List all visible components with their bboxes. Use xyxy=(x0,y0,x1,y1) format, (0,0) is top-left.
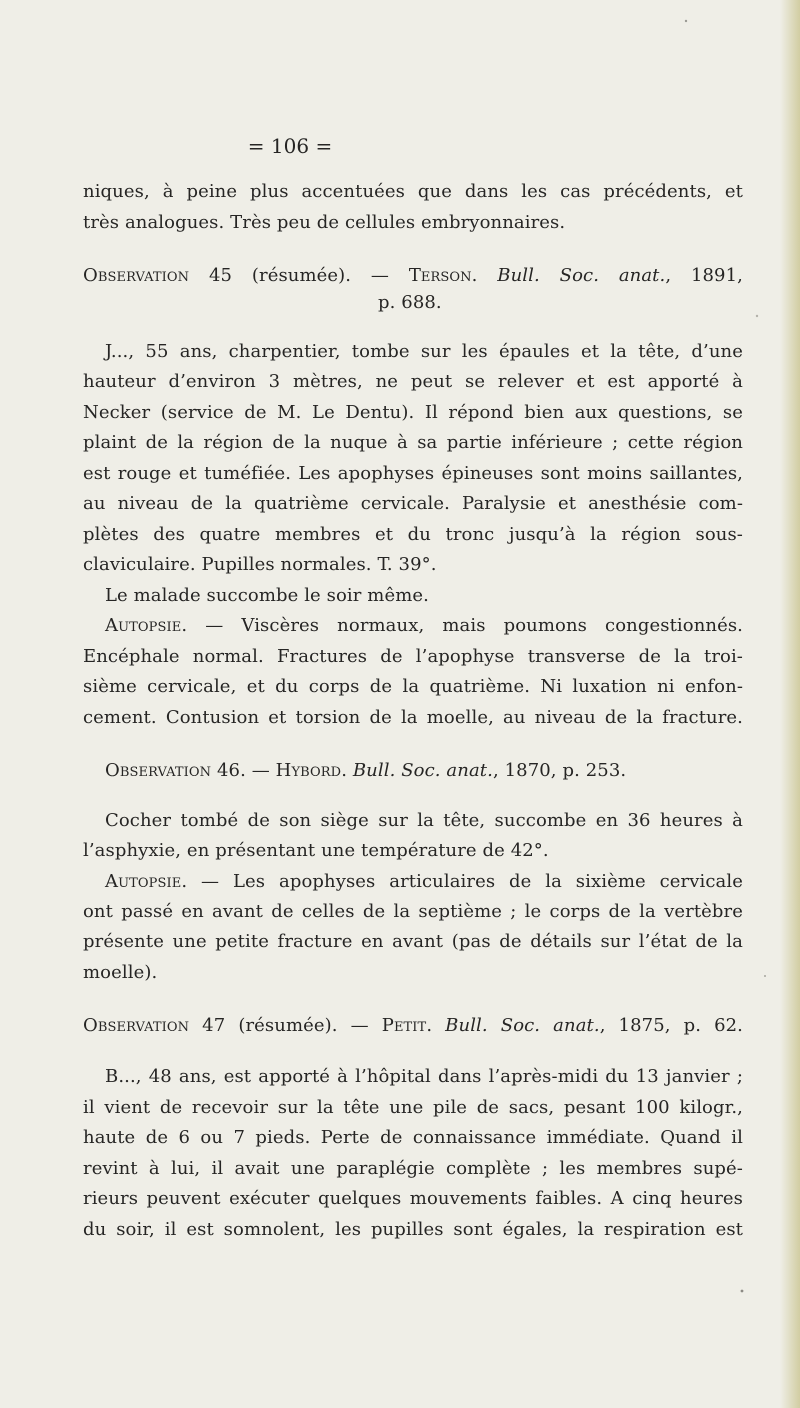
text-line: rieurs peuvent exécuter quelques mouvements faibles. A cinq heures xyxy=(83,1188,743,1209)
heading-text: , 1870, p. 253. xyxy=(492,760,627,781)
observation-label: Observation 45 xyxy=(83,265,233,286)
text-line: niques, à peine plus accentuées que dans les cas précédents, et xyxy=(83,181,743,202)
text-line: Encéphale normal. Fractures de l’apophyse transverse de la troi- xyxy=(83,646,743,667)
text-line: sième cervicale, et du corps de la quatrième. Ni luxation ni enfon- xyxy=(83,676,743,697)
heading-text: (résumée). — xyxy=(232,265,409,286)
page-number-value: 106 xyxy=(270,134,310,158)
page-edge-stain xyxy=(780,0,800,1408)
observation-46-heading xyxy=(83,758,626,784)
speck xyxy=(685,20,687,22)
text-line: est rouge et tuméfiée. Les apophyses épineuses sont moins saillantes, xyxy=(83,463,743,484)
text-line: cement. Contusion et torsion de la moelle, au niveau de la fracture. xyxy=(83,707,743,728)
observation-label: Observation 46 xyxy=(105,760,241,781)
text-line: J..., 55 ans, charpentier, tombe sur les épaules et la tête, d’une xyxy=(105,341,743,362)
text-line: du soir, il est somnolent, les pupilles sont égales, la respiration est xyxy=(83,1219,743,1240)
page-number xyxy=(0,134,620,158)
observation-45-heading xyxy=(83,263,743,289)
text-run: . — Les apophyses articulaires de la sixième cervicale xyxy=(181,871,743,892)
speck xyxy=(756,315,758,317)
text-line: plètes des quatre membres et du tronc jusqu’à la région sous- xyxy=(83,524,743,545)
journal-name: Bull. Soc. anat. xyxy=(445,1015,600,1036)
text-line: revint à lui, il avait une paraplégie complète ; les membres supé- xyxy=(83,1158,743,1179)
autopsy-label: Autopsie xyxy=(105,615,182,636)
author-name: Hybord xyxy=(275,760,342,781)
autopsy-paragraph-start xyxy=(83,613,743,639)
observation-label: Observation 47 xyxy=(83,1015,226,1036)
journal-name: Bull. Soc. anat. xyxy=(497,265,666,286)
text-line: moelle). xyxy=(83,962,158,983)
speck xyxy=(764,975,766,977)
heading-text: , 1891, xyxy=(665,265,743,286)
text-line: haute de 6 ou 7 pieds. Perte de connaissance immédiate. Quand il xyxy=(83,1127,743,1148)
text-line: Le malade succombe le soir même. xyxy=(105,585,429,606)
heading-text: . — xyxy=(240,760,276,781)
text-run: . — Viscères normaux, mais poumons congestionnés. xyxy=(181,615,743,636)
author-name: Petit xyxy=(381,1015,427,1036)
text-line: l’asphyxie, en présentant une température de 42°. xyxy=(83,840,549,861)
heading-text: . xyxy=(341,760,353,781)
text-line: Cocher tombé de son siège sur la tête, succombe en 36 heures à xyxy=(105,810,743,831)
journal-name: Bull. Soc. anat. xyxy=(352,760,493,781)
author-name: Terson xyxy=(408,265,472,286)
page-number-dash-right: = xyxy=(309,134,333,158)
heading-text: . xyxy=(426,1015,446,1036)
text-line: au niveau de la quatrième cervicale. Paralysie et anesthésie com- xyxy=(83,493,743,514)
heading-text: (résumée). — xyxy=(225,1015,382,1036)
text-line: plaint de la région de la nuque à sa partie inférieure ; cette région xyxy=(83,432,743,453)
autopsy-label: Autopsie xyxy=(105,871,182,892)
observation-45-page-ref: p. 688. xyxy=(378,292,442,313)
text-line: claviculaire. Pupilles normales. T. 39°. xyxy=(83,554,437,575)
text-line: il vient de recevoir sur la tête une pile de sacs, pesant 100 kilogr., xyxy=(83,1097,743,1118)
text-line: ont passé en avant de celles de la septième ; le corps de la vertèbre xyxy=(83,901,743,922)
heading-text: , 1875, p. 62. xyxy=(599,1015,744,1036)
page-number-dash-left: = xyxy=(247,134,271,158)
speck xyxy=(741,1290,744,1293)
heading-text: . xyxy=(471,265,498,286)
text-line: hauteur d’environ 3 mètres, ne peut se relever et est apporté à xyxy=(83,371,743,392)
text-line: présente une petite fracture en avant (pas de détails sur l’état de la xyxy=(83,931,743,952)
text-line: Necker (service de M. Le Dentu). Il répond bien aux questions, se xyxy=(83,402,743,423)
autopsy-paragraph-start xyxy=(83,869,743,895)
observation-47-heading xyxy=(83,1013,743,1039)
text-line: très analogues. Très peu de cellules embryonnaires. xyxy=(83,212,566,233)
text-line: B..., 48 ans, est apporté à l’hôpital dans l’après-midi du 13 janvier ; xyxy=(105,1066,743,1087)
